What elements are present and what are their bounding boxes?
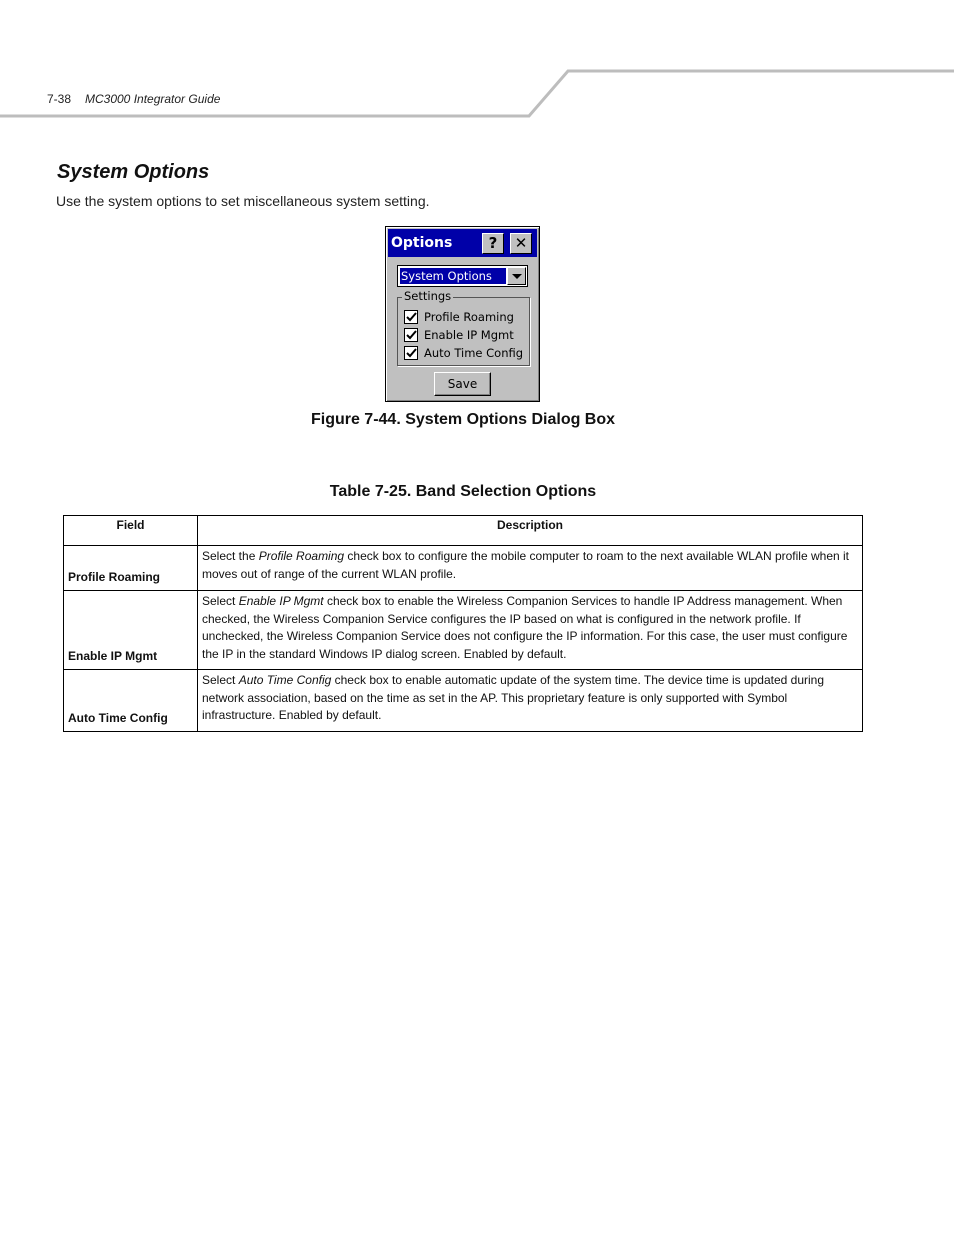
help-button[interactable] <box>482 233 504 254</box>
intro-text: Use the system options to set miscellaneous system setting. <box>56 193 430 209</box>
checkbox-profile-roaming[interactable] <box>404 309 514 325</box>
checkbox-label: Auto Time Config <box>424 346 524 360</box>
description-cell <box>198 591 863 670</box>
close-button[interactable] <box>510 233 532 254</box>
guide-title: MC3000 Integrator Guide <box>85 92 221 106</box>
field-cell: Profile Roaming <box>64 546 198 591</box>
checkmark-icon[interactable] <box>404 328 418 342</box>
description-cell <box>198 670 863 732</box>
table-row <box>64 591 863 670</box>
field-cell: Enable IP Mgmt <box>64 591 198 670</box>
page-number: 7-38 <box>47 92 72 106</box>
desc-emphasis: Profile Roaming <box>258 549 345 563</box>
desc-emphasis: Enable IP Mgmt <box>238 594 324 608</box>
column-header-description: Description <box>198 516 863 546</box>
checkmark-icon[interactable] <box>404 346 418 360</box>
desc-text: check box to configure the mobile computer to roam to the next available WLAN profile when it moves out of range of the current WLAN profile. <box>202 549 850 581</box>
table-title: Table 7-25. Band Selection Options <box>329 483 597 500</box>
band-selection-table <box>63 515 863 732</box>
field-cell: Auto Time Config <box>64 670 198 732</box>
column-header-field: Field <box>64 516 198 546</box>
desc-text: check box to enable automatic update of the system time. The device time is updated during network association, based on the time as set in the AP. This proprietary feature is only supported with Symbol infrastructure. Enabled by default. <box>202 673 825 722</box>
table-row <box>64 546 863 591</box>
desc-text: Select <box>202 673 239 687</box>
dropdown-selected-value: System Options <box>400 268 506 284</box>
help-icon: ? <box>488 234 498 252</box>
checkmark-icon[interactable] <box>404 310 418 324</box>
chevron-down-icon[interactable] <box>507 267 526 285</box>
checkbox-enable-ip-mgmt[interactable] <box>404 327 514 343</box>
dialog-titlebar <box>388 229 537 257</box>
table-header-row <box>64 516 863 546</box>
desc-text: Select <box>202 594 239 608</box>
checkbox-label: Profile Roaming <box>424 310 514 324</box>
desc-text: Select the <box>202 549 259 563</box>
options-dropdown[interactable] <box>397 265 528 287</box>
section-title: System Options <box>57 161 210 183</box>
figure-caption: Figure 7-44. System Options Dialog Box <box>310 411 616 428</box>
save-button[interactable]: Save <box>434 372 491 396</box>
description-cell <box>198 546 863 591</box>
desc-text: check box to enable the Wireless Companion Services to handle IP Address management. When checked, the Wireless Companion Service configures the IP based on what is configured in the network profile. If unchecked, the Wireless Companion Service does not configure the IP information. For this case, the user must configure the IP in the standard Windows IP dialog screen. Enabled by default. <box>202 594 848 661</box>
checkbox-auto-time-config[interactable] <box>404 345 523 361</box>
checkbox-label: Enable IP Mgmt <box>424 328 514 342</box>
close-icon: ✕ <box>514 234 528 252</box>
settings-group-label: Settings <box>404 289 452 303</box>
dialog-title: Options <box>391 235 453 251</box>
settings-group <box>397 289 530 366</box>
options-dialog <box>385 226 540 402</box>
table-row <box>64 670 863 732</box>
desc-emphasis: Auto Time Config <box>238 673 332 687</box>
